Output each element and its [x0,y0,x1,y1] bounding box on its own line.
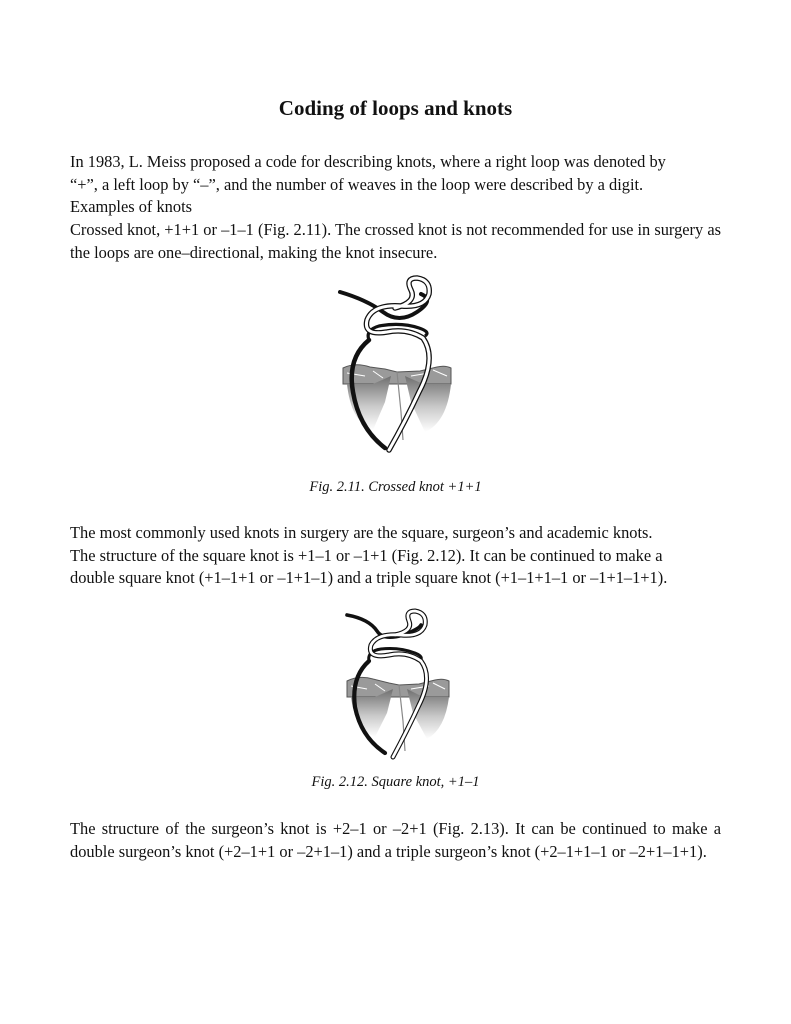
figure-caption-2-11: Fig. 2.11. Crossed knot +1+1 [309,479,482,495]
tissue-block [343,365,451,440]
intro-line-3: Examples of knots [70,197,193,217]
tissue-block [347,677,449,751]
intro-paragraph [70,151,721,219]
page-title: Coding of loops and knots [278,96,513,120]
intro-line-2: “+”, a left loop by “–”, and the number of weaves in the loop were described by a digit. [70,174,644,194]
crossed-knot-illustration [325,272,465,462]
intro-line-1: In 1983, L. Meiss proposed a code for describing knots, where a right loop was denoted by [70,152,666,171]
square-line-2: The structure of the square knot is +1–1 or –1+1 (Fig. 2.12). It can be continued to make a [70,545,663,565]
square-knot-paragraph [70,522,721,590]
figure-caption-2-12: Fig. 2.12. Square knot, +1–1 [311,774,480,790]
square-knot-illustration [333,605,463,765]
crossed-knot-paragraph: Crossed knot, +1+1 or –1–1 (Fig. 2.11). The crossed knot is not recommended for use in surgery as the loops are one–directional, making the knot insecure. [70,220,721,262]
square-line-3: double square knot (+1–1+1 or –1+1–1) and a triple square knot (+1–1+1–1 or –1+1–1+1). [70,568,668,588]
white-thread [366,278,429,450]
surgeons-knot-paragraph: The structure of the surgeon’s knot is +2–1 or –2+1 (Fig. 2.13). It can be continued to make a double surgeon’s knot (+2–1+1 or –2+1–1) and a triple surgeon’s knot (+2–1+1–1 or –2+1–1+1). [70,819,721,861]
square-line-1: The most commonly used knots in surgery are the square, surgeon’s and academic knots. [70,523,653,542]
